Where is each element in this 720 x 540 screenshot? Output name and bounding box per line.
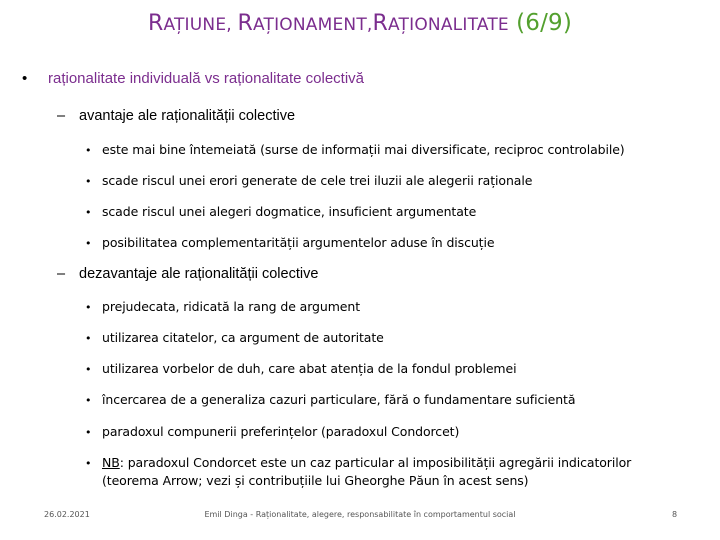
page-number: 8 bbox=[672, 510, 678, 519]
list-item bbox=[85, 142, 625, 157]
footer-center-text: Emil Dinga - Raționalitate, alegere, responsabilitate în comportamentul social bbox=[204, 510, 516, 519]
nb-label: NB bbox=[102, 455, 120, 470]
section-heading-text: dezavantaje ale raționalității colective bbox=[79, 266, 319, 282]
section-heading-advantages bbox=[57, 108, 295, 124]
list-item-text: posibilitatea complementarității argumentelor aduse în discuție bbox=[102, 235, 495, 250]
title-word-2: RAȚIONAMENT, bbox=[237, 11, 373, 36]
section-heading-text: avantaje ale raționalității colective bbox=[79, 108, 296, 124]
level1-text: raționalitate individuală vs raționalitate colectivă bbox=[48, 70, 365, 87]
list-item bbox=[85, 424, 459, 439]
slide-title bbox=[0, 10, 720, 36]
list-item bbox=[85, 235, 494, 250]
list-item-text: utilizarea vorbelor de duh, care abat atenția de la fondul problemei bbox=[102, 361, 517, 376]
bullet-icon: • bbox=[85, 394, 92, 407]
nb-continuation: (teorema Arrow; vezi și contribuțiile lui Gheorghe Păun în acest sens) bbox=[102, 473, 529, 488]
title-word-1: RAȚIUNE, bbox=[147, 11, 238, 36]
list-item bbox=[85, 204, 476, 219]
dash-icon: – bbox=[57, 108, 66, 124]
nb-text: : paradoxul Condorcet este un caz particular al imposibilității agregării indicatorilor bbox=[119, 455, 632, 470]
list-item-text: utilizarea citatelor, ca argument de autoritate bbox=[102, 330, 384, 345]
dash-icon: – bbox=[57, 266, 66, 282]
list-item-text: paradoxul compunerii preferințelor (paradoxul Condorcet) bbox=[102, 424, 460, 439]
bullet-icon: • bbox=[85, 144, 92, 157]
bullet-icon: • bbox=[85, 175, 92, 188]
bullet-icon: • bbox=[85, 301, 92, 314]
section-heading-disadvantages bbox=[57, 266, 318, 282]
list-item bbox=[85, 330, 384, 345]
bullet-icon: • bbox=[85, 332, 92, 345]
bullet-icon: • bbox=[85, 426, 92, 439]
bullet-icon: • bbox=[22, 70, 28, 87]
list-item bbox=[85, 361, 516, 376]
list-item-text: este mai bine întemeiată (surse de informații mai diversificate, reciproc controlabile) bbox=[102, 142, 625, 157]
list-item-text: scade riscul unei alegeri dogmatice, insuficient argumentate bbox=[102, 204, 477, 219]
bullet-icon: • bbox=[85, 457, 92, 470]
bullet-icon: • bbox=[85, 206, 92, 219]
list-item bbox=[85, 173, 532, 188]
title-word-3: RAȚIONALITATE bbox=[372, 11, 509, 36]
footer-date: 26.02.2021 bbox=[44, 510, 90, 519]
list-item-nb bbox=[85, 455, 631, 488]
list-item-text: scade riscul unei erori generate de cele trei iluzii ale alegerii raționale bbox=[102, 173, 533, 188]
bullet-icon: • bbox=[85, 363, 92, 376]
bullet-icon: • bbox=[85, 237, 92, 250]
title-counter: (6/9) bbox=[516, 10, 573, 36]
level1-item bbox=[22, 70, 364, 87]
list-item-text: prejudecata, ridicată la rang de argument bbox=[102, 299, 360, 314]
list-item-text: încercarea de a generaliza cazuri particulare, fără o fundamentare suficientă bbox=[102, 392, 576, 407]
list-item bbox=[85, 299, 360, 314]
list-item bbox=[85, 392, 575, 407]
